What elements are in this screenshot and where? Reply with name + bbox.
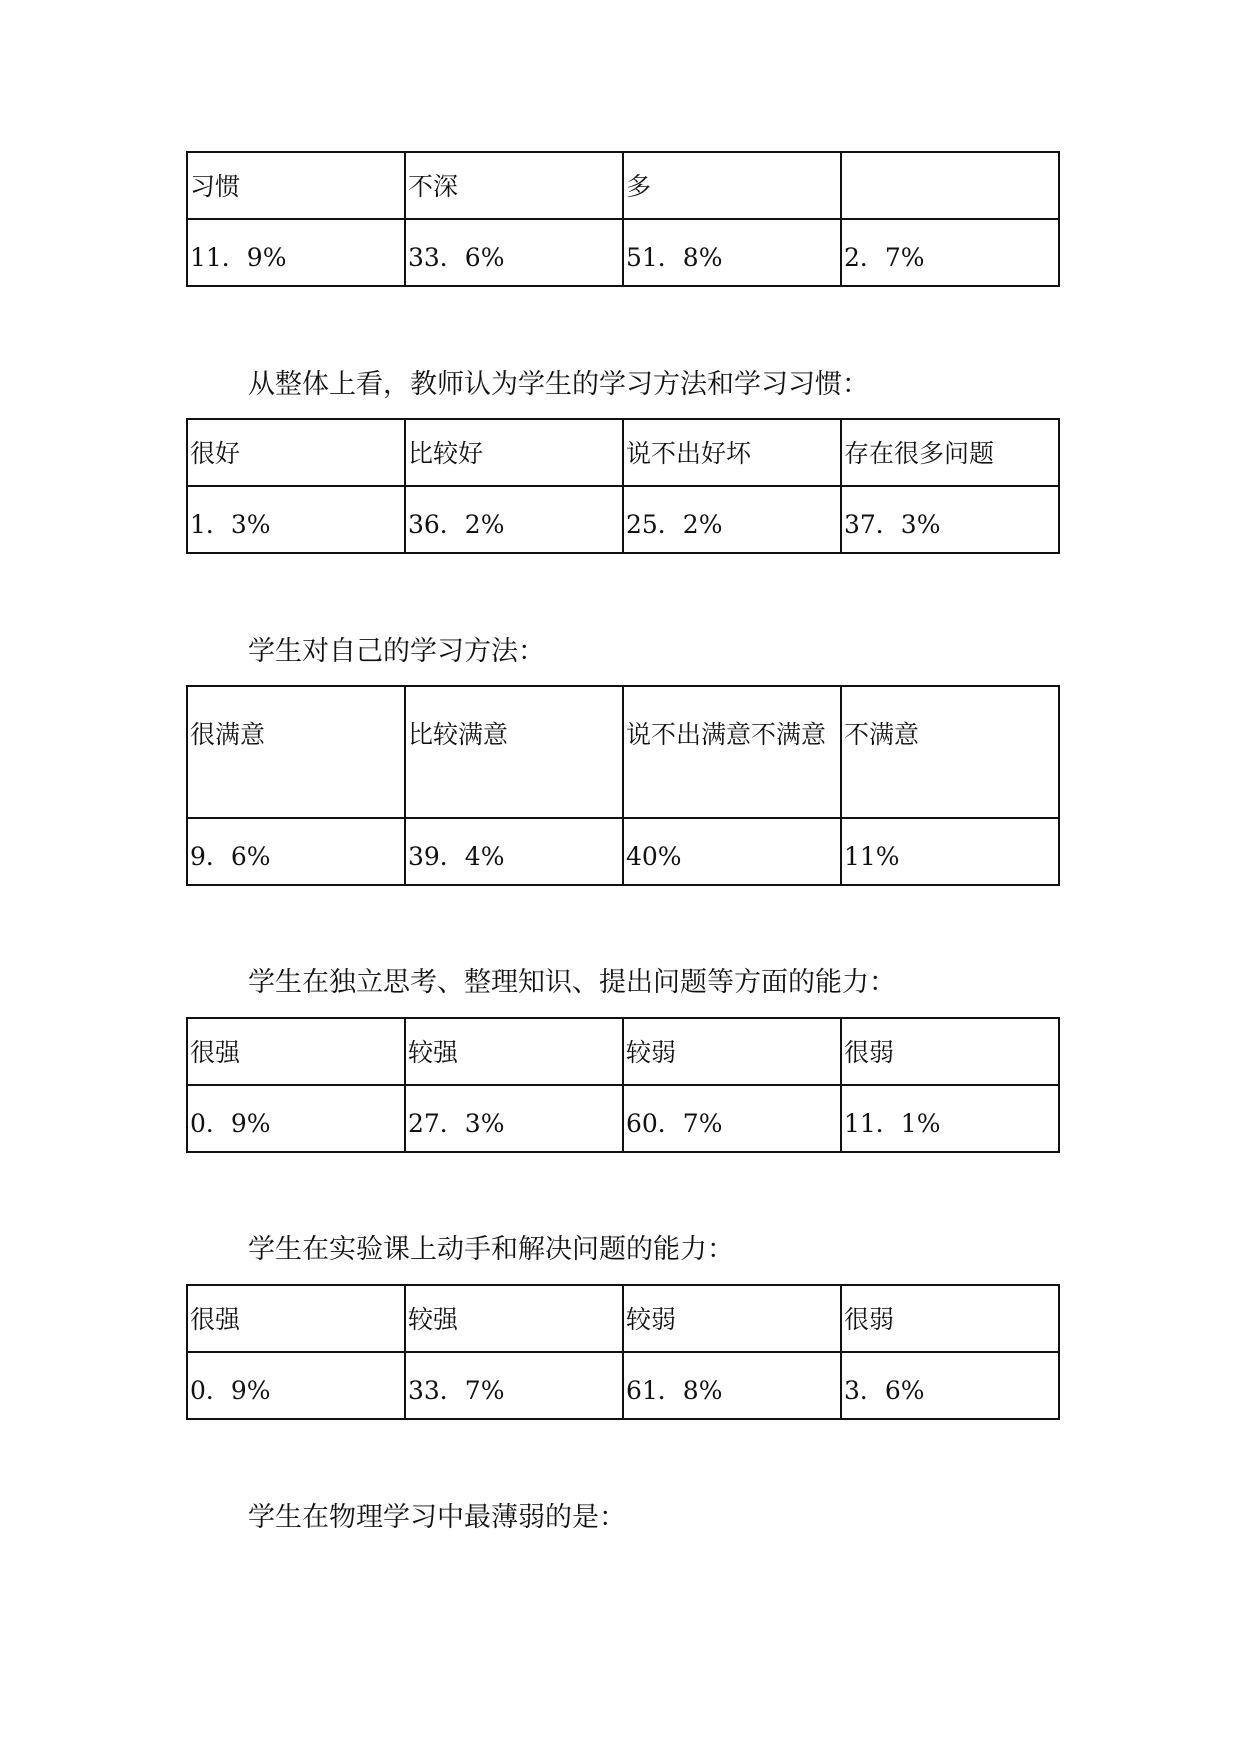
header-cell: 存在很多问题 bbox=[841, 419, 1059, 486]
header-cell: 很强 bbox=[187, 1018, 405, 1085]
value-cell: 36．2% bbox=[405, 486, 623, 553]
value-cell: 33．6% bbox=[405, 219, 623, 286]
table-value-row bbox=[187, 219, 1059, 286]
table-header-row bbox=[187, 1285, 1059, 1352]
value-cell: 11．9% bbox=[187, 219, 405, 286]
header-cell: 较强 bbox=[405, 1018, 623, 1085]
header-cell: 很弱 bbox=[841, 1285, 1059, 1352]
table-header-row bbox=[187, 419, 1059, 486]
section-intro-lab-ability: 学生在实验课上动手和解决问题的能力： bbox=[248, 1234, 734, 1265]
value-cell: 11．1% bbox=[841, 1085, 1059, 1152]
header-cell: 说不出好坏 bbox=[623, 419, 841, 486]
value-cell: 39．4% bbox=[405, 818, 623, 885]
value-cell: 61．8% bbox=[623, 1352, 841, 1419]
survey-table-habits-continued bbox=[186, 151, 1060, 287]
header-cell: 较弱 bbox=[623, 1285, 841, 1352]
header-cell: 很满意 bbox=[187, 686, 405, 818]
header-cell: 较强 bbox=[405, 1285, 623, 1352]
value-cell: 9．6% bbox=[187, 818, 405, 885]
header-cell: 很弱 bbox=[841, 1018, 1059, 1085]
value-cell: 0．9% bbox=[187, 1352, 405, 1419]
value-cell: 1．3% bbox=[187, 486, 405, 553]
table-header-row bbox=[187, 686, 1059, 818]
table-value-row bbox=[187, 486, 1059, 553]
section-intro-self-assessment: 学生对自己的学习方法： bbox=[248, 636, 545, 667]
value-cell: 60．7% bbox=[623, 1085, 841, 1152]
header-cell: 说不出满意不满意 bbox=[623, 686, 841, 818]
table-value-row bbox=[187, 1352, 1059, 1419]
value-cell: 37．3% bbox=[841, 486, 1059, 553]
value-cell: 3．6% bbox=[841, 1352, 1059, 1419]
value-cell: 33．7% bbox=[405, 1352, 623, 1419]
value-cell: 0．9% bbox=[187, 1085, 405, 1152]
closing-intro-weakness: 学生在物理学习中最薄弱的是： bbox=[248, 1502, 626, 1533]
header-cell: 比较好 bbox=[405, 419, 623, 486]
header-cell: 不深 bbox=[405, 152, 623, 219]
table-header-row bbox=[187, 1018, 1059, 1085]
header-cell: 多 bbox=[623, 152, 841, 219]
header-cell bbox=[841, 152, 1059, 219]
header-cell: 习惯 bbox=[187, 152, 405, 219]
value-cell: 11% bbox=[841, 818, 1059, 885]
header-cell: 很强 bbox=[187, 1285, 405, 1352]
survey-table-self-assessment bbox=[186, 685, 1060, 886]
section-intro-independent-thinking: 学生在独立思考、整理知识、提出问题等方面的能力： bbox=[248, 967, 896, 998]
table-header-row bbox=[187, 152, 1059, 219]
value-cell: 25．2% bbox=[623, 486, 841, 553]
table-value-row bbox=[187, 818, 1059, 885]
header-cell: 比较满意 bbox=[405, 686, 623, 818]
section-intro-teacher-view: 从整体上看，教师认为学生的学习方法和学习习惯： bbox=[248, 369, 869, 400]
value-cell: 27．3% bbox=[405, 1085, 623, 1152]
table-value-row bbox=[187, 1085, 1059, 1152]
survey-table-lab-ability bbox=[186, 1284, 1060, 1420]
header-cell: 较弱 bbox=[623, 1018, 841, 1085]
value-cell: 40% bbox=[623, 818, 841, 885]
header-cell: 不满意 bbox=[841, 686, 1059, 818]
survey-table-independent-thinking bbox=[186, 1017, 1060, 1153]
survey-table-teacher-view bbox=[186, 418, 1060, 554]
value-cell: 51．8% bbox=[623, 219, 841, 286]
header-cell: 很好 bbox=[187, 419, 405, 486]
value-cell: 2．7% bbox=[841, 219, 1059, 286]
